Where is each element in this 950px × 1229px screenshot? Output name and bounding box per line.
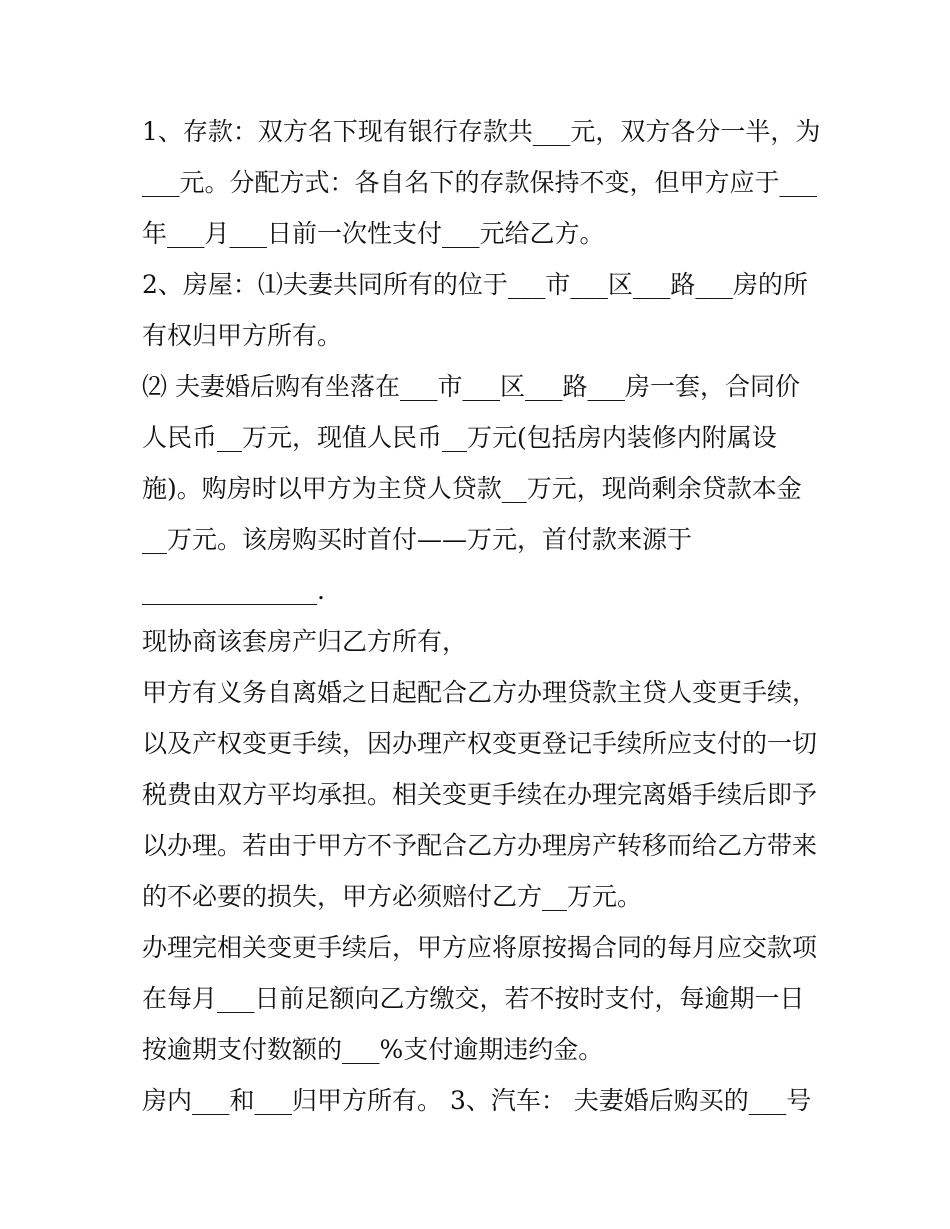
text-line: 以办理。若由于甲方不予配合乙方办理房产转移而给乙方带来	[142, 831, 818, 860]
text-line: 2、房屋：⑴夫妻共同所有的位于___市___区___路___房的所	[142, 270, 808, 299]
text-line: 施)。购房时以甲方为主贷人贷款__万元，现尚剩余贷款本金	[142, 474, 802, 503]
text-line: 现协商该套房产归乙方所有，	[142, 627, 468, 656]
text-line: 有权归甲方所有。	[142, 321, 343, 350]
text-line: 房内___和___归甲方所有。 3、汽车： 夫妻婚后购买的___号	[142, 1086, 812, 1115]
text-line: 人民币__万元，现值人民币__万元(包括房内装修内附属设	[142, 423, 777, 452]
text-line: 税费由双方平均承担。相关变更手续在办理完离婚手续后即予	[142, 780, 818, 809]
document-body	[142, 106, 822, 1126]
text-line: 办理完相关变更手续后，甲方应将原按揭合同的每月应交款项	[142, 933, 818, 962]
text-line: 在每月___日前足额向乙方缴交，若不按时支付，每逾期一日	[142, 984, 805, 1013]
text-line: 年___月___日前一次性支付___元给乙方。	[142, 219, 605, 248]
text-line: 甲方有义务自离婚之日起配合乙方办理贷款主贷人变更手续，	[142, 678, 818, 707]
text-line: 按逾期支付数额的___%支付逾期违约金。	[142, 1035, 604, 1064]
text-line: ___元。分配方式：各自名下的存款保持不变，但甲方应于___	[142, 168, 818, 197]
text-line: __万元。该房购买时首付——万元，首付款来源于	[142, 525, 693, 554]
text-line: 以及产权变更手续，因办理产权变更登记手续所应支付的一切	[142, 729, 818, 758]
text-line: ⑵ 夫妻婚后购有坐落在___市___区___路___房一套，合同价	[142, 372, 800, 401]
text-line: ______________.	[142, 576, 325, 605]
text-line: 1、存款：双方名下现有银行存款共___元，双方各分一半，为	[142, 117, 821, 146]
text-line: 的不必要的损失，甲方必须赔付乙方__万元。	[142, 882, 643, 911]
